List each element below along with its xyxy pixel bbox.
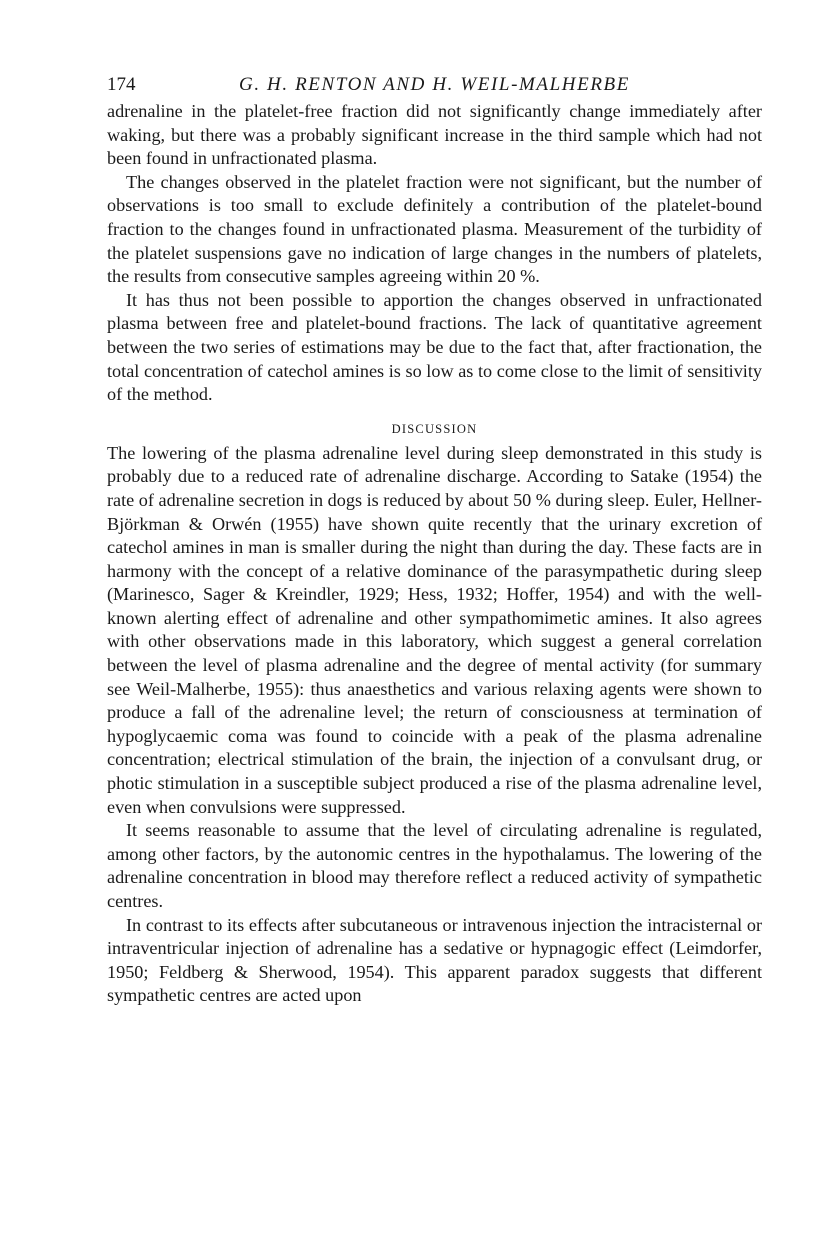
page <box>107 70 762 1008</box>
paragraph-contrast: In contrast to its effects after subcutaneous or intravenous injection the intracisternal or intraventricular injection of adrenaline has a sedative or hypnagogic effect (Leimdorfer, 1950; Feldberg & Sherwood, 1954). This apparent paradox suggests that different sympathetic centres are acted upon <box>107 914 762 1006</box>
paragraph-apportion: It has thus not been possible to apportion the changes observed in unfractionated plasma between free and platelet-bound fractions. The lack of quantitative agreement between the two series of estimations may be due to the fact that, after fractionation, the total concentration of catechol amines is so low as to come close to the limit of sensitivity of the method. <box>107 289 762 405</box>
running-title: G. H. RENTON AND H. WEIL-MALHERBE <box>239 74 630 95</box>
page-number: 174 <box>107 74 136 95</box>
running-head <box>107 70 762 100</box>
paragraph-platelet-fraction: The changes observed in the platelet fraction were not significant, but the number of observations is too small to exclude definitely a contribution of the platelet-bound fraction to the changes found in unfractionated plasma. Measurement of the turbidity of the platelet suspensions gave no indication of large changes in the numbers of platelets, the results from consecutive samples agreeing within 20 %. <box>107 171 762 287</box>
section-heading-discussion: DISCUSSION <box>391 421 478 436</box>
paragraph-hypothalamus: It seems reasonable to assume that the level of circulating adrenaline is regulated, among other factors, by the autonomic centres in the hypothalamus. The lowering of the adrenaline concentration in blood may therefore reflect a reduced activity of sympathetic centres. <box>107 820 762 911</box>
paragraph-discussion-lowering: The lowering of the plasma adrenaline level during sleep demonstrated in this study is probably due to a reduced rate of adrenaline discharge. According to Satake (1954) the rate of adrenaline secretion in dogs is reduced by about 50 % during sleep. Euler, Hellner-Björkman & Orwén (1955) have shown quite recently that the urinary excretion of catechol amines in man is smaller during the night than during the day. These facts are in harmony with the concept of a relative dominance of the parasympathetic during sleep (Marinesco, Sager & Kreindler, 1929; Hess, 1932; Hoffer, 1954) and with the well-known alerting effect of adrenaline and other sympathomimetic amines. It also agrees with other observations made in this laboratory, which suggest a general correlation between the level of plasma adrenaline and the degree of mental activity (for summary see Weil-Malherbe, 1955): thus anaesthetics and various relaxing agents were shown to produce a fall of the adrenaline level; the return of consciousness at termination of hypoglycaemic coma was found to coincide with a peak of the plasma adrenaline concentration; electrical stimulation of the brain, the injection of a convulsant drug, or photic stimulation in a susceptible subject produced a rise of the plasma adrenaline level, even when convulsions were suppressed. <box>107 442 762 817</box>
paragraph-continuation: adrenaline in the platelet-free fraction did not significantly change immediately after waking, but there was a probably significant increase in the third sample which had not been found in unfractionated plasma. <box>107 101 762 169</box>
